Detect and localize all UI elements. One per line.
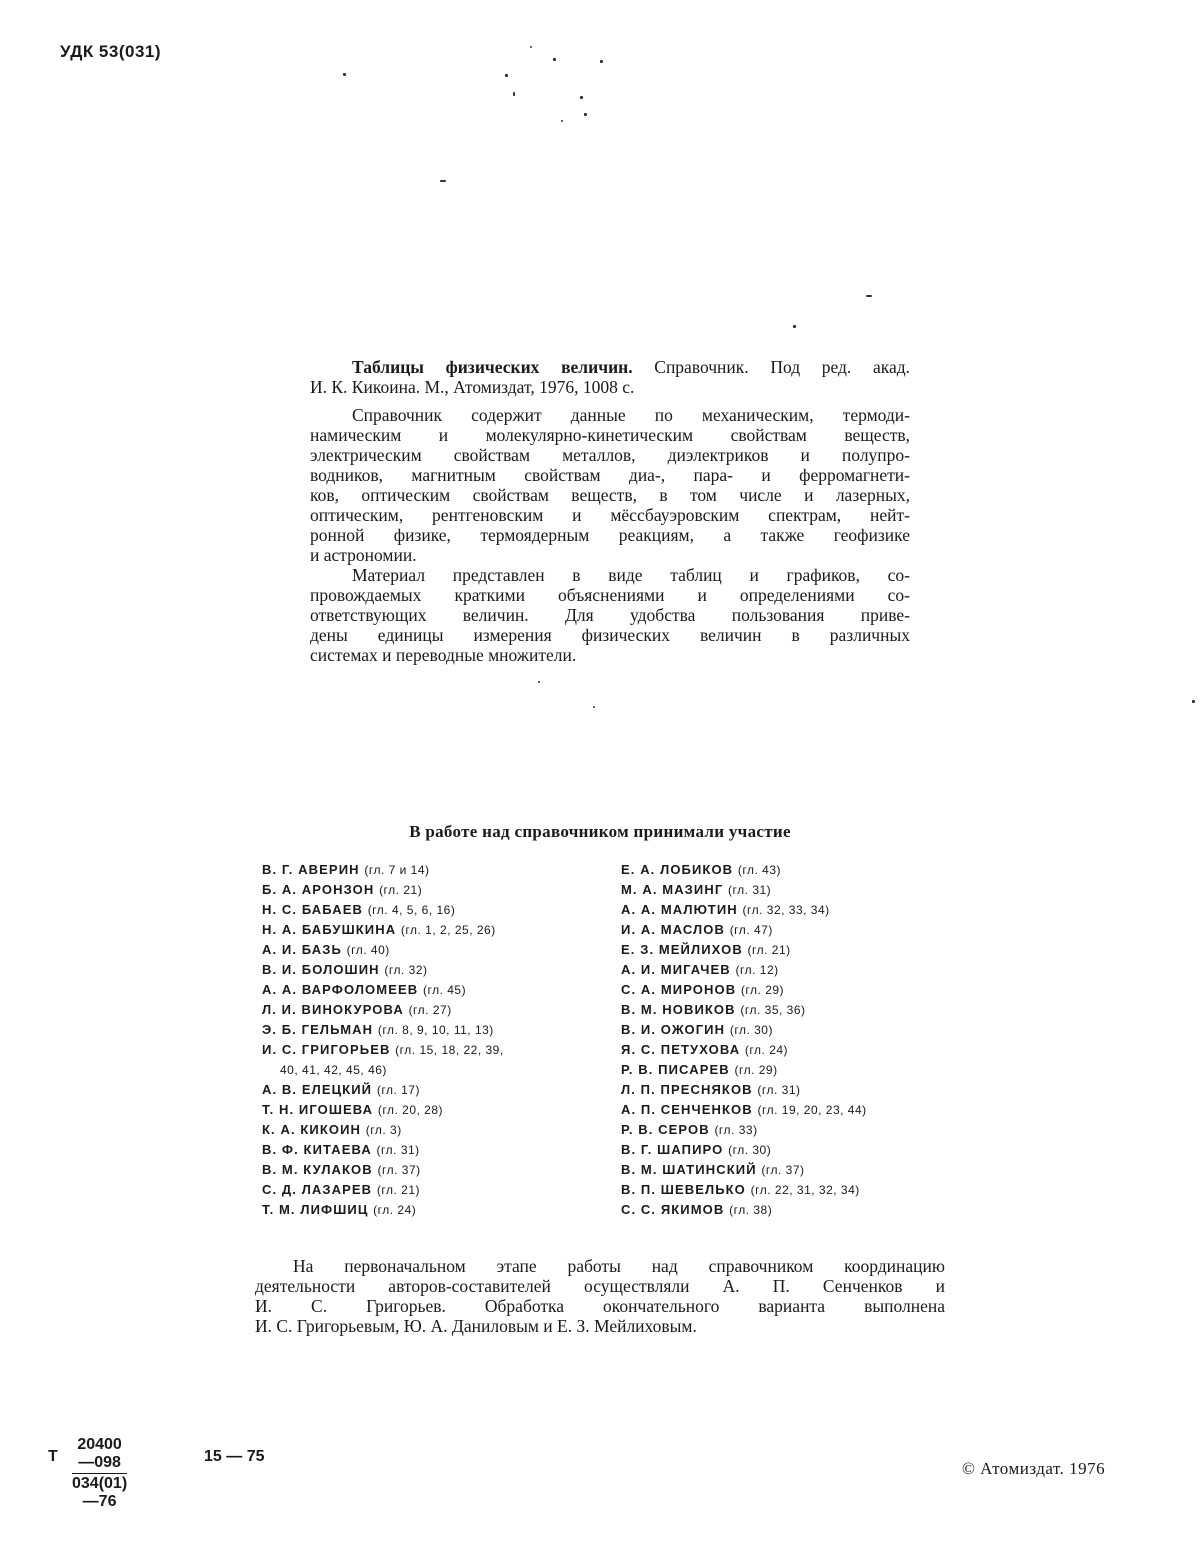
contributor-chapters: (гл. 3) <box>365 1123 402 1137</box>
contributor-chapters: (гл. 17) <box>376 1083 420 1097</box>
abstract-line: электрическим свойствам металлов, диэлектриков и полупро- <box>310 445 910 465</box>
contributor-entry <box>621 920 966 940</box>
contributor-name: И. С. ГРИГОРЬЕВ <box>262 1042 391 1057</box>
coordination-line: И. С. Григорьевым, Ю. А. Даниловым и Е. З. Мейлиховым. <box>255 1316 697 1336</box>
contributor-chapters: (гл. 30) <box>729 1023 773 1037</box>
contributor-name: С. Д. ЛАЗАРЕВ <box>262 1182 373 1197</box>
contributor-entry <box>262 880 607 900</box>
index-prefix: Т <box>48 1448 58 1465</box>
contributor-entry <box>262 1000 607 1020</box>
contributor-name: Е. З. МЕЙЛИХОВ <box>621 942 743 957</box>
contributor-entry <box>262 1140 607 1160</box>
contributor-chapters: (гл. 21) <box>376 1183 421 1197</box>
coordination-note <box>255 1256 945 1336</box>
abstract-line: ответствующих величин. Для удобства пользования приве- <box>310 605 910 625</box>
contributor-name: Н. А. БАБУШКИНА <box>262 922 397 937</box>
contributor-chapters: (гл. 32, 33, 34) <box>742 903 830 917</box>
contributor-entry <box>621 1060 966 1080</box>
contributor-entry <box>262 1040 607 1060</box>
contributor-entry <box>262 860 607 880</box>
contributor-name: А. И. БАЗЬ <box>262 942 342 957</box>
contributor-name: М. А. МАЗИНГ <box>621 882 724 897</box>
contributor-entry <box>621 980 966 1000</box>
contributor-entry <box>262 1120 607 1140</box>
abstract-line: Материал представлен в виде таблиц и графиков, со- <box>352 565 910 585</box>
contributor-entry <box>621 1020 966 1040</box>
contributor-chapters: (гл. 8, 9, 10, 11, 13) <box>377 1023 494 1037</box>
contributor-name: С. С. ЯКИМОВ <box>621 1202 725 1217</box>
contributor-name: Р. В. ПИСАРЕВ <box>621 1062 730 1077</box>
abstract-line: системах и переводные множители. <box>310 645 577 665</box>
contributor-chapters: (гл. 31) <box>757 1083 801 1097</box>
contributors-left-column <box>262 860 607 1220</box>
contributor-chapters: (гл. 20, 28) <box>377 1103 443 1117</box>
index-denominator: 034(01)—76 <box>72 1475 128 1510</box>
contributor-chapters: (гл. 45) <box>422 983 467 997</box>
contributor-name: Э. Б. ГЕЛЬМАН <box>262 1022 374 1037</box>
contributor-entry <box>621 1140 966 1160</box>
contributor-chapters: (гл. 35, 36) <box>740 1003 806 1017</box>
contributor-chapters: 40, 41, 42, 45, 46) <box>280 1063 387 1077</box>
abstract <box>310 357 910 665</box>
contributor-chapters: (гл. 32) <box>384 963 428 977</box>
contributor-entry <box>621 960 966 980</box>
contributor-chapters: (гл. 38) <box>729 1203 773 1217</box>
contributor-chapters: (гл. 12) <box>735 963 779 977</box>
contributor-entry <box>621 1200 966 1220</box>
index-numerator: 20400—098 <box>72 1436 127 1474</box>
contributor-name: В. М. ШАТИНСКИЙ <box>621 1162 757 1177</box>
index-fraction <box>72 1436 127 1511</box>
contributor-name: Л. П. ПРЕСНЯКОВ <box>621 1082 753 1097</box>
contributor-chapters: (гл. 29) <box>740 983 785 997</box>
contributor-name: С. А. МИРОНОВ <box>621 982 737 997</box>
contributor-chapters: (гл. 33) <box>714 1123 758 1137</box>
contributor-entry <box>262 980 607 1000</box>
abstract-line: оптическим, рентгеновским и мёссбауэровским спектрам, нейт- <box>310 505 910 525</box>
contributor-chapters: (гл. 43) <box>737 863 782 877</box>
contributor-name: К. А. КИКОИН <box>262 1122 362 1137</box>
contributor-entry <box>262 920 607 940</box>
contributor-name: В. Г. ШАПИРО <box>621 1142 724 1157</box>
contributor-chapters: (гл. 37) <box>377 1163 421 1177</box>
contributor-chapters: (гл. 30) <box>728 1143 772 1157</box>
contributor-chapters: (гл. 21) <box>379 883 423 897</box>
contributor-chapters: (гл. 47) <box>729 923 773 937</box>
contributor-name: В. И. ОЖОГИН <box>621 1022 726 1037</box>
coordination-line: И. С. Григорьев. Обработка окончательного варианта выполнена <box>255 1296 945 1316</box>
contributor-chapters: (гл. 37) <box>761 1163 805 1177</box>
contributor-entry <box>262 960 607 980</box>
abstract-line: водников, магнитным свойствам диа-, пара- и ферромагнети- <box>310 465 910 485</box>
contributor-name: В. М. НОВИКОВ <box>621 1002 736 1017</box>
contributor-entry <box>262 1080 607 1100</box>
abstract-paragraph-2 <box>310 565 910 665</box>
contributor-chapters: (гл. 40) <box>346 943 390 957</box>
contributor-chapters: (гл. 31) <box>376 1143 420 1157</box>
contributor-entry <box>621 860 966 880</box>
contributor-entry <box>262 1180 607 1200</box>
abstract-line: провождаемых краткими объяснениями и определениями со- <box>310 585 910 605</box>
contributor-name: Я. С. ПЕТУХОВА <box>621 1042 741 1057</box>
contributor-entry <box>621 1080 966 1100</box>
contributor-chapters: (гл. 15, 18, 22, 39, <box>395 1043 504 1057</box>
contributor-entry <box>262 1020 607 1040</box>
contributor-entry <box>262 1100 607 1120</box>
book-title: Таблицы физических величин. <box>352 357 633 377</box>
contributor-name: А. А. ВАРФОЛОМЕЕВ <box>262 982 419 997</box>
contributor-chapters: (гл. 1, 2, 25, 26) <box>400 923 496 937</box>
contributor-chapters: (гл. 24) <box>373 1203 417 1217</box>
bibliographic-line-2: И. К. Кикоина. М., Атомиздат, 1976, 1008 с. <box>310 377 635 397</box>
contributors-heading: В работе над справочником принимали участие <box>409 822 791 841</box>
contributor-entry <box>262 940 607 960</box>
abstract-line: Справочник содержит данные по механическим, термоди- <box>352 405 910 425</box>
contributor-name: В. П. ШЕВЕЛЬКО <box>621 1182 746 1197</box>
contributor-entry <box>621 1180 966 1200</box>
contributor-name: А. П. СЕНЧЕНКОВ <box>621 1102 753 1117</box>
contributor-name: В. Ф. КИТАЕВА <box>262 1142 372 1157</box>
contributors-right-column <box>621 860 966 1220</box>
contributor-entry <box>262 1160 607 1180</box>
contributor-entry <box>621 900 966 920</box>
bibliographic-line-1 <box>310 357 910 377</box>
contributor-name: А. А. МАЛЮТИН <box>621 902 738 917</box>
abstract-line: ронной физике, термоядерным реакциям, а также геофизике <box>310 525 910 545</box>
contributor-chapters: (гл. 24) <box>744 1043 789 1057</box>
contributor-entry <box>621 1000 966 1020</box>
contributor-entry <box>621 1040 966 1060</box>
contributor-name: В. И. БОЛОШИН <box>262 962 380 977</box>
coordination-line: деятельности авторов-составителей осуществляли А. П. Сенченков и <box>255 1276 945 1296</box>
contributor-name: Б. А. АРОНЗОН <box>262 882 375 897</box>
contributor-chapters: (гл. 29) <box>734 1063 778 1077</box>
abstract-line: намическим и молекулярно-кинетическим свойствам веществ, <box>310 425 910 445</box>
contributor-name: В. М. КУЛАКОВ <box>262 1162 373 1177</box>
udk-code: УДК 53(031) <box>60 42 162 61</box>
copyright-notice: © Атомиздат. 1976 <box>962 1459 1106 1478</box>
contributor-chapters: (гл. 7 и 14) <box>364 863 430 877</box>
contributor-entry <box>262 1200 607 1220</box>
contributor-chapters: (гл. 27) <box>408 1003 452 1017</box>
contributor-entry <box>621 1120 966 1140</box>
contributor-name: И. А. МАСЛОВ <box>621 922 725 937</box>
contributor-name: Е. А. ЛОБИКОВ <box>621 862 734 877</box>
contributor-entry <box>262 900 607 920</box>
abstract-line: дены единицы измерения физических величин в различных <box>310 625 910 645</box>
coordination-line: На первоначальном этапе работы над справочником координацию <box>293 1256 945 1276</box>
abstract-paragraph-1 <box>310 405 910 565</box>
contributor-entry <box>262 1060 607 1080</box>
contributor-chapters: (гл. 31) <box>728 883 772 897</box>
contributor-name: А. И. МИГАЧЕВ <box>621 962 731 977</box>
contributor-chapters: (гл. 19, 20, 23, 44) <box>757 1103 867 1117</box>
abstract-line: и астрономии. <box>310 545 417 565</box>
contributor-name: Л. И. ВИНОКУРОВА <box>262 1002 404 1017</box>
abstract-line: ков, оптическим свойствам веществ, в том числе и лазерных, <box>310 485 910 505</box>
contributor-name: В. Г. АВЕРИН <box>262 862 360 877</box>
contributor-entry <box>621 880 966 900</box>
contributor-entry <box>621 1160 966 1180</box>
contributor-name: Н. С. БАБАЕВ <box>262 902 363 917</box>
contributor-name: Т. М. ЛИФШИЦ <box>262 1202 369 1217</box>
contributor-entry <box>621 940 966 960</box>
contributor-chapters: (гл. 21) <box>747 943 791 957</box>
contributor-name: Т. Н. ИГОШЕВА <box>262 1102 374 1117</box>
contributor-chapters: (гл. 4, 5, 6, 16) <box>367 903 456 917</box>
contributor-entry <box>621 1100 966 1120</box>
contributor-chapters: (гл. 22, 31, 32, 34) <box>750 1183 860 1197</box>
book-subtitle: Справочник. Под ред. акад. <box>654 357 911 377</box>
contributor-name: А. В. ЕЛЕЦКИЙ <box>262 1082 373 1097</box>
contributor-name: Р. В. СЕРОВ <box>621 1122 710 1137</box>
index-suffix: 15 — 75 <box>204 1448 265 1465</box>
